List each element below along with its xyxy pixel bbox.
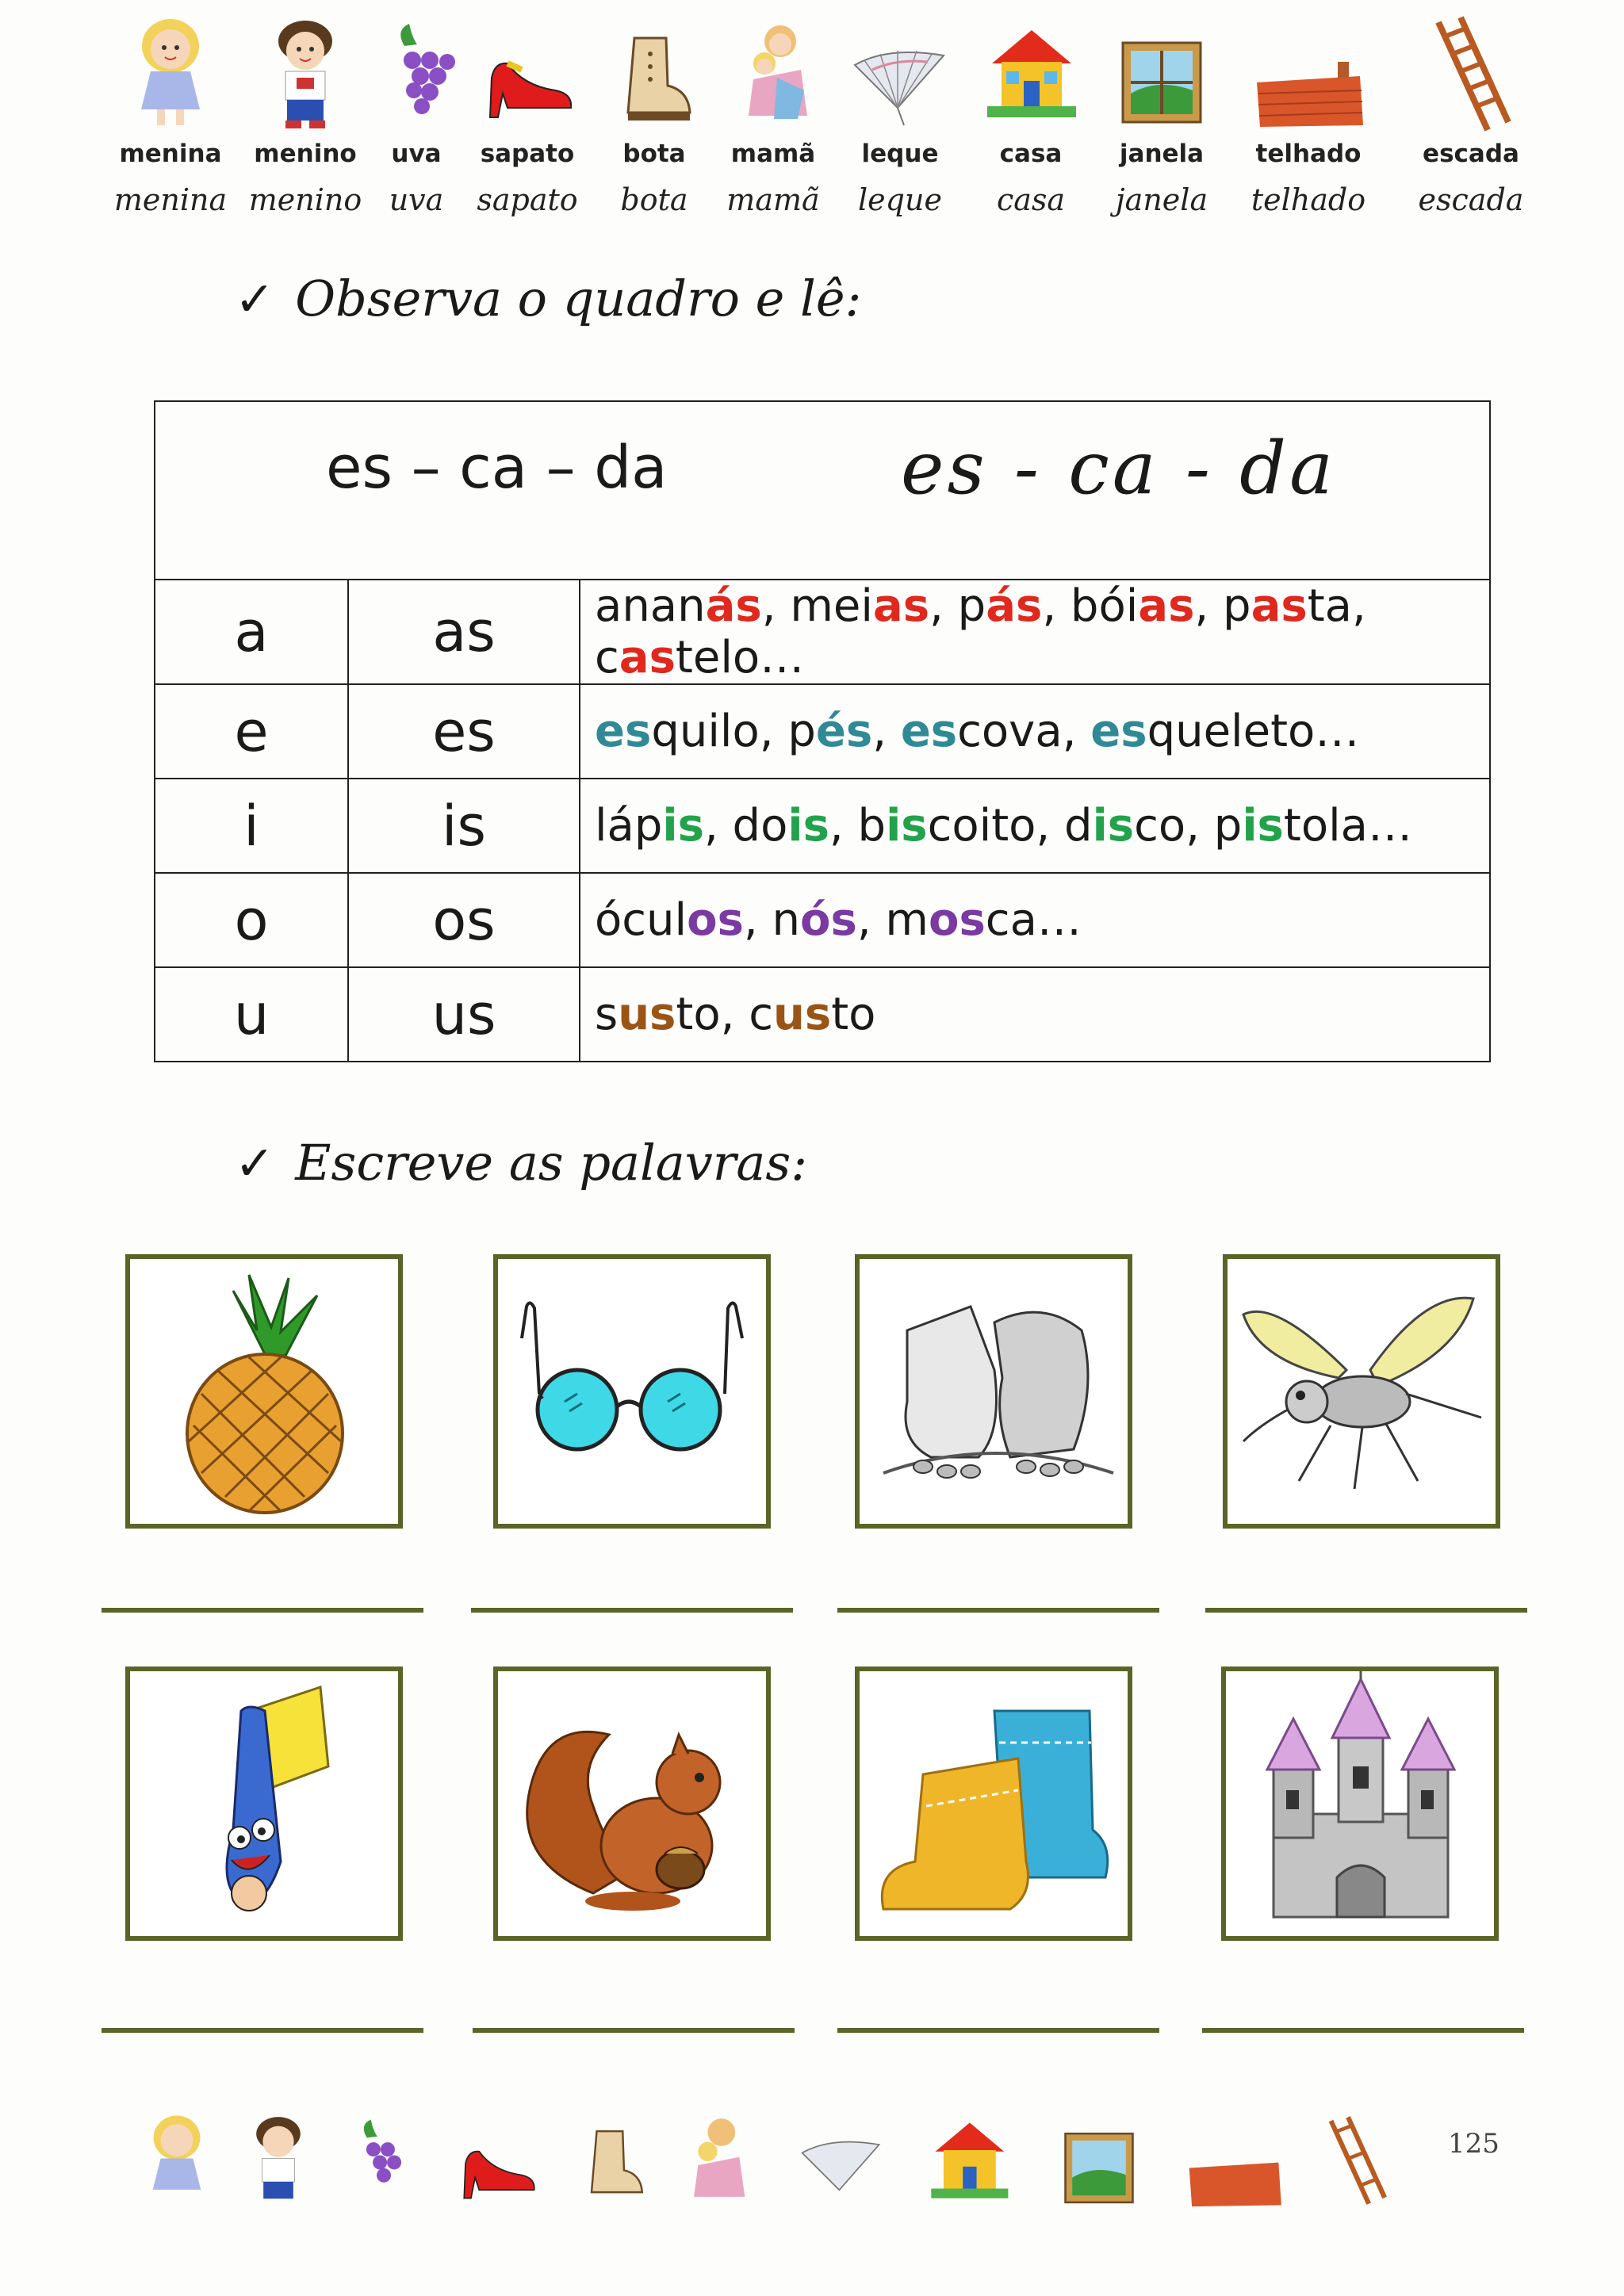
example-word	[721, 989, 876, 1040]
word-part: , bói	[1042, 580, 1139, 632]
answer-line[interactable]	[1205, 1608, 1527, 1613]
vocab-print: uva	[391, 140, 442, 168]
word-part: telo…	[675, 632, 805, 683]
syllables-script: es - ca - da	[901, 426, 1336, 511]
answer-line[interactable]	[837, 2028, 1159, 2033]
highlighted-syllable: is	[1092, 800, 1135, 851]
picture-box-castle	[1221, 1667, 1499, 1941]
mother-icon	[676, 2109, 755, 2212]
examples-cell	[580, 779, 1490, 873]
word-part: , do	[703, 800, 788, 851]
fan-icon	[790, 2109, 893, 2212]
highlighted-syllable: es	[900, 706, 958, 757]
word-part: , p	[759, 706, 816, 757]
example-word	[872, 706, 1062, 757]
vocab-print: menino	[254, 140, 357, 168]
vocab-janela	[1102, 14, 1221, 236]
vocab-print: sapato	[480, 140, 575, 168]
word-part: ca…	[985, 894, 1082, 946]
word-part: , p	[929, 580, 986, 632]
vowel-cell: i	[155, 779, 348, 873]
window-icon	[1051, 2109, 1147, 2212]
picture-box-toothbrush	[125, 1667, 403, 1941]
boy-icon	[262, 14, 349, 133]
word-part: to	[676, 989, 721, 1040]
glasses-icon	[498, 1259, 766, 1524]
instruction-text: Escreve as palavras:	[295, 1134, 808, 1192]
vocab-script: leque	[858, 182, 942, 217]
examples-cell	[580, 580, 1490, 684]
highlighted-syllable: us	[773, 989, 832, 1040]
example-word	[829, 800, 1036, 851]
highlighted-syllable: is	[662, 800, 704, 851]
vocab-escada	[1411, 14, 1530, 236]
word-part: , n	[743, 894, 801, 946]
house-icon	[921, 2109, 1017, 2212]
mother-icon	[730, 14, 817, 133]
table-row	[155, 873, 1490, 967]
picture-box-squirrel	[493, 1667, 771, 1941]
word-part: s	[595, 989, 619, 1040]
word-part: , m	[856, 894, 929, 946]
grapes-icon	[373, 14, 460, 133]
girl-icon	[141, 2109, 213, 2212]
highlighted-syllable: as	[619, 632, 676, 683]
highlighted-syllable: es	[595, 706, 652, 757]
vocab-print: mamã	[730, 140, 816, 168]
example-word	[704, 800, 829, 851]
highlighted-syllable: is	[787, 800, 829, 851]
example-word	[595, 989, 721, 1040]
highlighted-syllable: os	[928, 894, 986, 946]
examples-cell	[580, 873, 1490, 967]
word-part: quilo	[651, 706, 760, 757]
shoe-icon	[476, 14, 579, 133]
highlighted-syllable: es	[1090, 706, 1147, 757]
highlighted-syllable: és	[815, 706, 873, 757]
highlighted-syllable: ás	[986, 580, 1043, 632]
vocab-menina	[111, 14, 230, 236]
word-part: anan	[595, 580, 706, 632]
word-part: , c	[720, 989, 773, 1040]
vocab-script: bota	[620, 182, 688, 217]
vocab-casa	[971, 14, 1090, 236]
example-word	[1063, 706, 1360, 757]
ladder-icon	[1419, 14, 1522, 133]
vocab-script: mamã	[726, 182, 820, 217]
word-part: , mei	[761, 580, 873, 632]
example-word	[857, 894, 1082, 946]
toothbrush-icon	[130, 1671, 398, 1936]
vocab-sapato	[468, 14, 587, 236]
vocab-print: janela	[1119, 140, 1205, 168]
highlighted-syllable: as	[1138, 580, 1195, 632]
castle-icon	[1226, 1671, 1494, 1936]
table-row	[155, 967, 1490, 1062]
answer-line[interactable]	[1202, 2028, 1524, 2033]
word-part: , p	[1194, 580, 1251, 632]
word-part: coito	[927, 800, 1036, 851]
example-word	[595, 580, 762, 632]
syllable-cell: us	[348, 967, 580, 1062]
squirrel-icon	[498, 1671, 766, 1936]
boot-icon	[611, 14, 698, 133]
vocab-print: bota	[622, 140, 686, 168]
example-word	[595, 706, 760, 757]
example-word	[1194, 580, 1352, 632]
vowel-cell: e	[155, 684, 348, 779]
example-word	[762, 580, 929, 632]
example-word	[929, 580, 1042, 632]
house-icon	[979, 14, 1082, 133]
vocab-script: telhado	[1251, 182, 1366, 217]
instruction-observe	[235, 270, 861, 327]
girl-icon	[127, 14, 214, 133]
vocab-mama	[714, 14, 833, 236]
highlighted-syllable: as	[1251, 580, 1308, 632]
highlighted-syllable: os	[687, 894, 744, 946]
examples-cell	[580, 684, 1490, 779]
feet-icon	[860, 1259, 1128, 1524]
answer-line[interactable]	[102, 1608, 423, 1613]
example-word	[760, 706, 872, 757]
vowel-cell: u	[155, 967, 348, 1062]
syllable-cell: as	[348, 580, 580, 684]
syllable-table	[154, 400, 1491, 1062]
fan-icon	[848, 14, 952, 133]
picture-box-pineapple	[125, 1254, 403, 1529]
page-number: 125	[1448, 2128, 1500, 2160]
highlighted-syllable: us	[618, 989, 676, 1040]
vocab-print: leque	[861, 140, 939, 168]
pineapple-icon	[130, 1259, 398, 1524]
vocab-bota	[595, 14, 714, 236]
vocab-leque	[841, 14, 959, 236]
vocab-script: sapato	[477, 182, 578, 217]
word-part: , c	[595, 580, 1366, 683]
example-word	[1036, 800, 1185, 851]
vocab-script: janela	[1115, 182, 1208, 217]
checkmark-icon: ✓	[235, 272, 275, 327]
answer-line[interactable]	[473, 2028, 795, 2033]
grapes-icon	[341, 2109, 412, 2212]
picture-box-glasses	[493, 1254, 771, 1529]
vocab-script: escada	[1418, 182, 1524, 217]
vocab-script: uva	[389, 182, 444, 217]
highlighted-syllable: is	[1242, 800, 1284, 851]
word-part: cova	[957, 706, 1063, 757]
answer-line[interactable]	[471, 1608, 793, 1613]
example-word	[595, 800, 704, 851]
instruction-write	[235, 1134, 807, 1192]
example-word	[595, 894, 744, 946]
picture-box-feet	[855, 1254, 1132, 1529]
answer-line[interactable]	[102, 2028, 423, 2033]
vocab-menino	[246, 14, 365, 236]
answer-line[interactable]	[837, 1608, 1159, 1613]
vocab-script: menino	[248, 182, 362, 217]
word-part: ócul	[595, 894, 688, 946]
word-part: , p	[1185, 800, 1243, 851]
highlighted-syllable: ós	[800, 894, 857, 946]
instruction-text: Observa o quadro e lê:	[295, 270, 862, 327]
example-word	[744, 894, 857, 946]
word-part: láp	[595, 800, 663, 851]
mosquito-icon	[1228, 1259, 1496, 1524]
syllable-cell: es	[348, 684, 580, 779]
picture-box-mosquito	[1223, 1254, 1500, 1529]
table-row	[155, 779, 1490, 873]
boy-icon	[243, 2109, 314, 2212]
highlighted-syllable: as	[872, 580, 930, 632]
word-part: ,	[872, 706, 901, 757]
shoe-icon	[449, 2109, 544, 2212]
word-part: , b	[829, 800, 887, 851]
vocab-uva	[357, 14, 476, 236]
vocab-print: menina	[119, 140, 222, 168]
word-part: queleto…	[1147, 706, 1360, 757]
picture-box-boots	[855, 1667, 1132, 1941]
word-part: ,	[1062, 706, 1091, 757]
window-icon	[1110, 14, 1213, 133]
syllables-print: es – ca – da	[326, 434, 668, 502]
vocab-print: telhado	[1255, 140, 1362, 168]
vocab-script: casa	[996, 182, 1066, 217]
vowel-cell: o	[155, 873, 348, 967]
example-word	[1042, 580, 1194, 632]
boot-icon	[577, 2109, 649, 2212]
vowel-cell: a	[155, 580, 348, 684]
vocab-print: casa	[999, 140, 1063, 168]
roof-icon	[1249, 14, 1368, 133]
highlighted-syllable: ás	[705, 580, 762, 632]
syllable-cell: os	[348, 873, 580, 967]
roof-icon	[1178, 2109, 1289, 2212]
word-part: co	[1134, 800, 1186, 851]
vocab-print: escada	[1423, 140, 1519, 168]
syllable-header-cell	[155, 401, 1490, 580]
vocab-telhado	[1249, 14, 1368, 236]
table-row	[155, 580, 1490, 684]
example-word	[1185, 800, 1412, 851]
boots-icon	[860, 1671, 1128, 1936]
examples-cell	[580, 967, 1490, 1062]
highlighted-syllable: is	[886, 800, 928, 851]
table-row	[155, 684, 1490, 779]
word-part: ta	[1307, 580, 1352, 632]
ladder-icon	[1316, 2109, 1396, 2212]
word-part: tola…	[1283, 800, 1412, 851]
checkmark-icon: ✓	[235, 1136, 275, 1192]
word-part: to	[831, 989, 876, 1040]
word-part: , d	[1036, 800, 1093, 851]
syllable-cell: is	[348, 779, 580, 873]
vocab-script: menina	[113, 182, 228, 217]
